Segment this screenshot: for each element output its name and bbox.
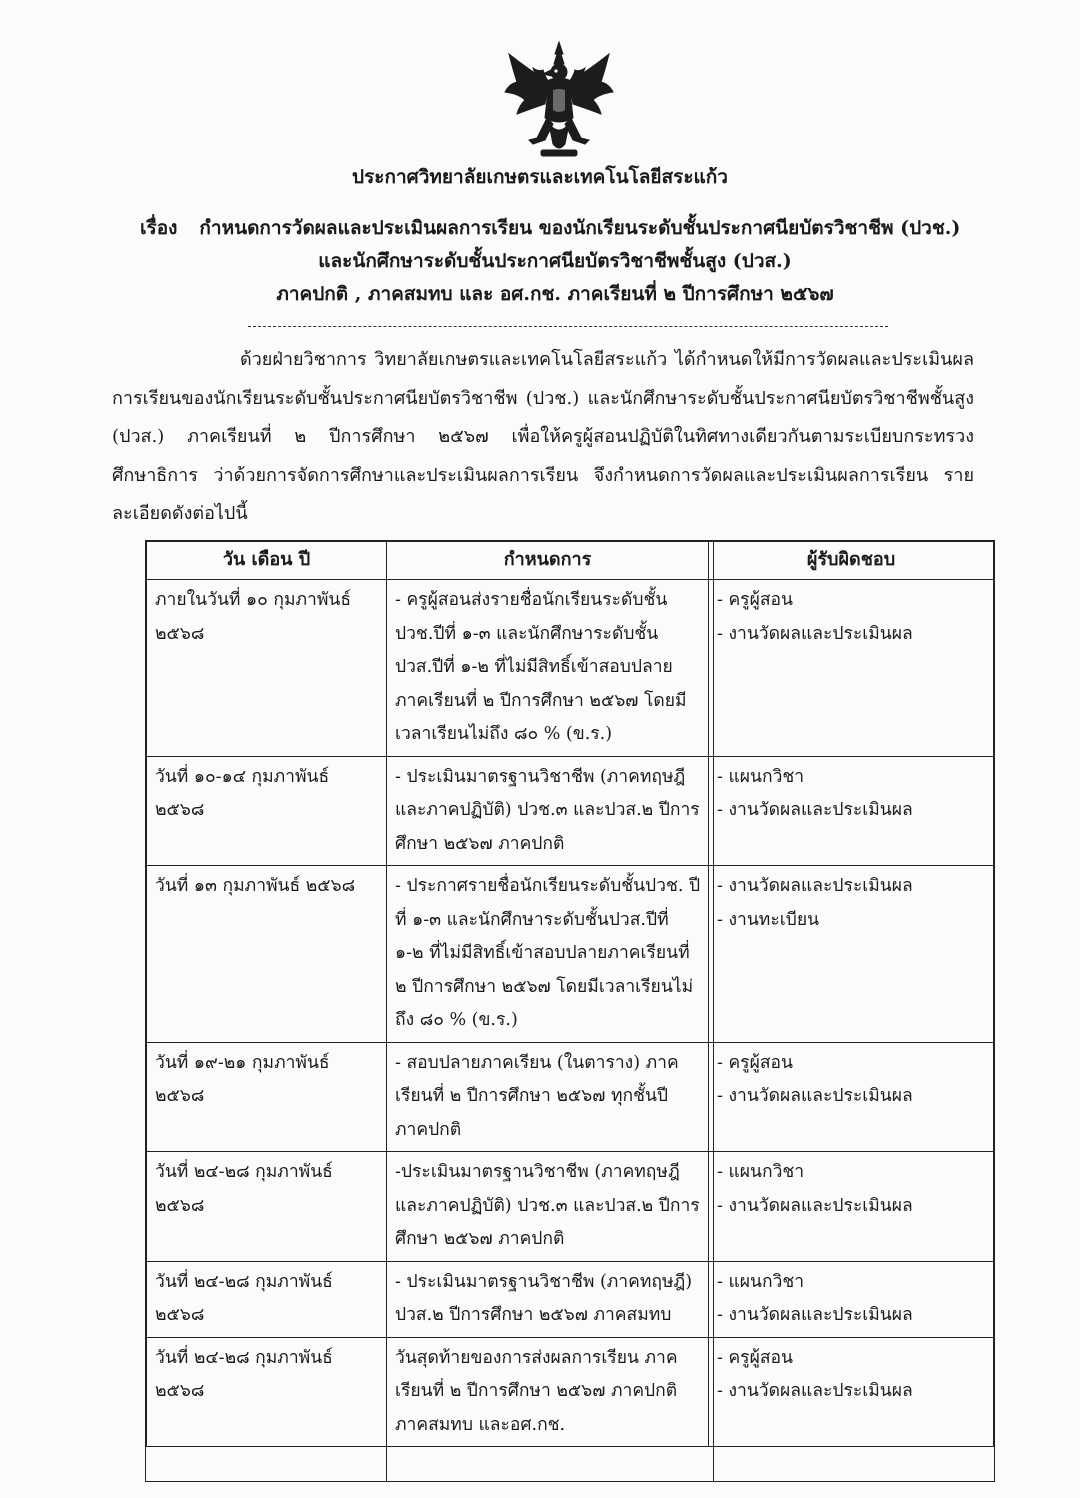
responsible-item: - งานทะเบียน [717,909,820,930]
row-detail: - สอบปลายภาคเรียน (ในตาราง) ภาคเรียนที่ ๒ ปีการศึกษา ๒๕๖๗ ทุกชั้นปี ภาคปกติ [387,1042,709,1152]
row-responsible [709,866,994,1043]
column-divider [713,541,714,1481]
responsible-item: - งานวัดผลและประเมินผล [717,1305,913,1325]
row-detail: - ประกาศรายชื่อนักเรียนระดับชั้นปวช. ปีที่ ๑-๓ และนักศึกษาระดับชั้นปวส.ปีที่ ๑-๒ ที่ไม่มีสิทธิ์เข้าสอบปลายภาคเรียนที่ ๒ ปีการศึกษา ๒๕๖๗ โดยมีเวลาเรียนไม่ถึง ๘๐ % (ข.ร.) [387,866,709,1043]
responsible-item: - งานวัดผลและประเมินผล [717,800,913,820]
row-detail: - ประเมินมาตรฐานวิชาชีพ (ภาคทฤษฎี) ปวส.๒ ปีการศึกษา ๒๕๖๗ ภาคสมทบ [387,1261,709,1337]
row-responsible [709,580,994,757]
intro-paragraph: ด้วยฝ่ายวิชาการ วิทยาลัยเกษตรและเทคโนโลยีสระแก้ว ได้กำหนดให้มีการวัดผลและประเมินผลการเรียนของนักเรียนระดับชั้นประกาศนียบัตรวิชาชีพ (ปวช.) และนักศึกษาระดับชั้นประกาศนียบัตรวิชาชีพชั้นสูง (ปวส.) ภาคเรียนที่ ๒ ปีการศึกษา ๒๕๖๗ เพื่อให้ครูผู้สอนปฏิบัติในทิศทางเดียวกันตามระเบียบกระทรวงศึกษาธิการ ว่าด้วยการจัดการศึกษาและประเมินผลการเรียน จึงกำหนดการวัดผลและประเมินผลการเรียน รายละเอียดดังต่อไปนี้ [112,349,974,524]
responsible-item: - งานวัดผลและประเมินผล [717,1086,913,1106]
org-title: ประกาศวิทยาลัยเกษตรและเทคโนโลยีสระแก้ว [352,166,728,188]
table-row [147,1337,994,1447]
row-responsible [709,1042,994,1152]
subject-line-3: ภาคปกติ , ภาคสมทบ และ อศ.กช. ภาคเรียนที่ ๒ ปีการศึกษา ๒๕๖๗ [276,283,834,305]
subject-block [140,212,970,311]
header-schedule: กำหนดการ [387,542,709,580]
column-divider [386,541,387,1481]
table-row [147,866,994,1043]
row-detail: - ครูผู้สอนส่งรายชื่อนักเรียนระดับชั้นปวช.ปีที่ ๑-๓ และนักศึกษาระดับชั้นปวส.ปีที่ ๑-๒ ที่ไม่มีสิทธิ์เข้าสอบปลายภาคเรียนที่ ๒ ปีการศึกษา ๒๕๖๗ โดยมีเวลาเรียนไม่ถึง ๘๐ % (ข.ร.) [387,580,709,757]
row-date: วันที่ ๒๔-๒๘ กุมภาพันธ์ ๒๕๖๘ [147,1261,387,1337]
table-row [147,1261,994,1337]
row-date: วันที่ ๑๙-๒๑ กุมภาพันธ์ ๒๕๖๘ [147,1042,387,1152]
responsible-item: - แผนกวิชา [717,1162,805,1182]
table-row [147,1042,994,1152]
row-date: วันที่ ๒๔-๒๘ กุมภาพันธ์ ๒๕๖๘ [147,1337,387,1447]
row-responsible [709,1152,994,1262]
table-row [147,580,994,757]
header-responsible: ผู้รับผิดชอบ [709,542,994,580]
row-responsible [709,1261,994,1337]
subject-label: เรื่อง [140,217,178,239]
row-detail: วันสุดท้ายของการส่งผลการเรียน ภาคเรียนที่ ๒ ปีการศึกษา ๒๕๖๗ ภาคปกติ ภาคสมทบ และอศ.กช. [387,1337,709,1447]
header-date: วัน เดือน ปี [147,542,387,580]
row-detail: - ประเมินมาตรฐานวิชาชีพ (ภาคทฤษฎีและภาคปฏิบัติ) ปวช.๓ และปวส.๒ ปีการศึกษา ๒๕๖๗ ภาคปกติ [387,756,709,866]
row-responsible [709,1337,994,1447]
separator-line [248,326,888,327]
row-date: วันที่ ๑๓ กุมภาพันธ์ ๒๕๖๘ [147,866,387,1043]
responsible-item: - ครูผู้สอน [717,1347,793,1368]
schedule-table [145,540,995,1482]
row-date: วันที่ ๑๐-๑๔ กุมภาพันธ์ ๒๕๖๘ [147,756,387,866]
responsible-item: - แผนกวิชา [717,766,805,787]
responsible-item: - งานวัดผลและประเมินผล [717,876,913,896]
responsible-item: - งานวัดผลและประเมินผล [717,1195,913,1216]
responsible-item: - ครูผู้สอน [717,1052,793,1073]
responsible-item: - งานวัดผลและประเมินผล [717,623,913,644]
responsible-item: - ครูผู้สอน [717,590,793,610]
table-row [147,756,994,866]
table-row [147,1152,994,1262]
row-detail: -ประเมินมาตรฐานวิชาชีพ (ภาคทฤษฎีและภาคปฏิบัติ) ปวช.๓ และปวส.๒ ปีการศึกษา ๒๕๖๗ ภาคปกติ [387,1152,709,1262]
subject-line-2: และนักศึกษาระดับชั้นประกาศนียบัตรวิชาชีพชั้นสูง (ปวส.) [318,250,792,272]
garuda-emblem-icon [503,40,615,160]
responsible-item: - งานวัดผลและประเมินผล [717,1381,913,1401]
responsible-item: - แผนกวิชา [717,1271,805,1292]
subject-line-1: กำหนดการวัดผลและประเมินผลการเรียน ของนักเรียนระดับชั้นประกาศนียบัตรวิชาชีพ (ปวช.) [199,217,961,239]
row-date: ภายในวันที่ ๑๐ กุมภาพันธ์ ๒๕๖๘ [147,580,387,757]
row-date: วันที่ ๒๔-๒๘ กุมภาพันธ์ ๒๕๖๘ [147,1152,387,1262]
row-responsible [709,756,994,866]
table-header-row [147,542,994,580]
